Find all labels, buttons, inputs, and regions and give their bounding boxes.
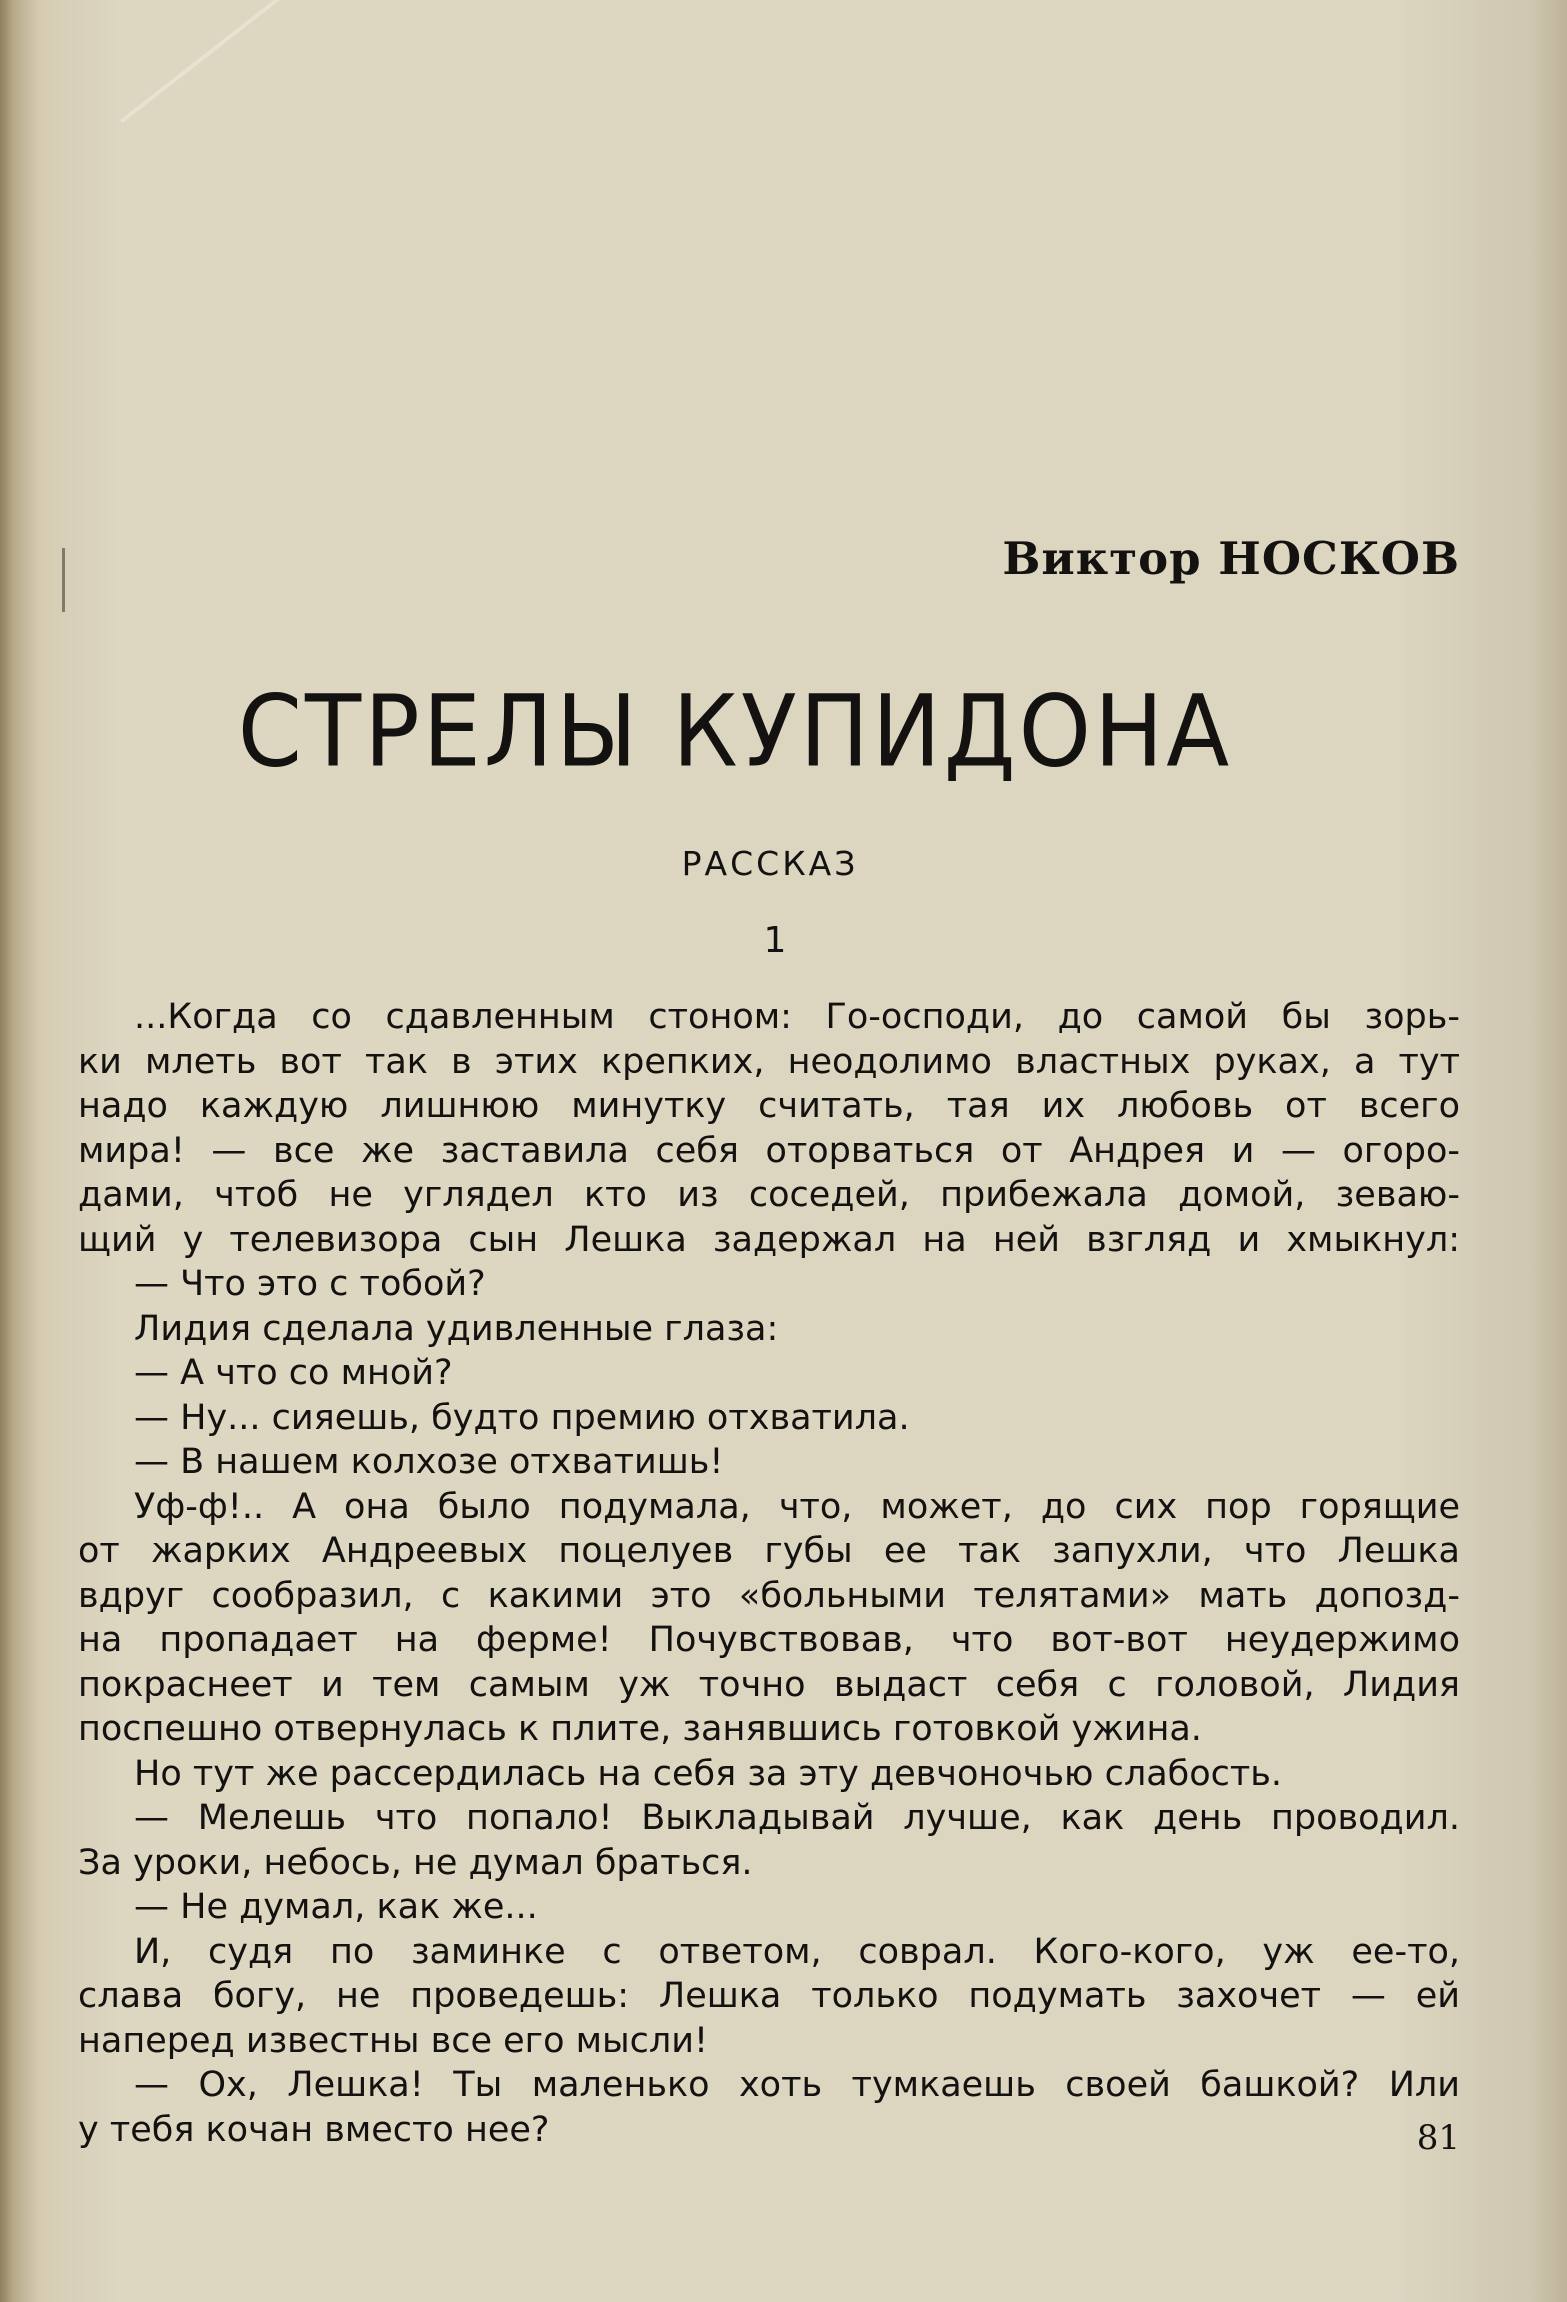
text-line: — Ох, Лешка! Ты маленько хоть тумкаешь своей башкой? Или (134, 2065, 1460, 2105)
story-subtitle: РАССКАЗ (681, 844, 859, 883)
text-line: надо каждую лишнюю минутку считать, тая их любовь от всего (78, 1086, 1460, 1126)
text-line: — А что со мной? (134, 1353, 453, 1393)
text-line: ки млеть вот так в этих крепких, неодолимо властных руках, а тут (78, 1041, 1460, 1082)
text-line: ...Когда со сдавленным стоном: Го-осподи, до самой бы зорь- (134, 997, 1460, 1037)
text-line: наперед известны все его мысли! (78, 2020, 709, 2061)
text-line: — Ну... сияешь, будто премию отхватила. (134, 1397, 910, 1438)
story-title: СТРЕЛЫ КУПИДОНА (237, 673, 1233, 790)
text-line: — Что это с тобой? (134, 1264, 486, 1304)
text-line: поспешно отвернулась к плите, занявшись готовкой ужина. (78, 1709, 1202, 1749)
text-line: — Мелешь что попало! Выкладывай лучше, как день проводил. (134, 1798, 1460, 1838)
text-line: И, судя по заминке с ответом, соврал. Кого-кого, уж ее-то, (134, 1931, 1460, 1972)
text-line: мира! — все же заставила себя оторваться от Андрея и — огоро- (78, 1130, 1460, 1171)
gutter-mark (62, 548, 91, 612)
text-line: слава богу, не проведешь: Лешка только подумать захочет — ей (78, 1976, 1460, 2016)
text-line: — В нашем колхозе отхватишь! (134, 1442, 724, 1482)
text-line: — Не думал, как же... (134, 1887, 538, 1927)
text-line: Но тут же рассердилась на себя за эту девчоночью слабость. (134, 1753, 1283, 1794)
text-line: от жарких Андреевых поцелуев губы ее так запухли, что Лешка (78, 1531, 1460, 1571)
text-line: щий у телевизора сын Лешка задержал на ней взгляд и хмыкнул: (78, 1219, 1460, 1260)
text-line: у тебя кочан вместо нее? (78, 2109, 550, 2150)
text-line: вдруг сообразил, с какими это «больными телятами» мать допозд- (78, 1575, 1460, 1616)
text-line: дами, чтоб не углядел кто из соседей, прибежала домой, зеваю- (78, 1175, 1460, 1215)
text-line: на пропадает на ферме! Почувствовав, что вот-вот неудержимо (78, 1620, 1460, 1660)
chapter-number: 1 (763, 920, 787, 961)
author-name: Виктор НОСКОВ (1002, 532, 1460, 585)
story-text (78, 995, 1460, 2152)
text-line: За уроки, небось, не думал браться. (78, 1842, 753, 1883)
paper-crease (120, 0, 721, 123)
page-number: 81 (1416, 2118, 1460, 2158)
text-line: покраснеет и тем самым уж точно выдаст себя с головой, Лидия (78, 1664, 1460, 1705)
text-line: Уф-ф!.. А она было подумала, что, может, до сих пор горящие (134, 1486, 1460, 1527)
text-line: Лидия сделала удивленные глаза: (134, 1308, 779, 1349)
